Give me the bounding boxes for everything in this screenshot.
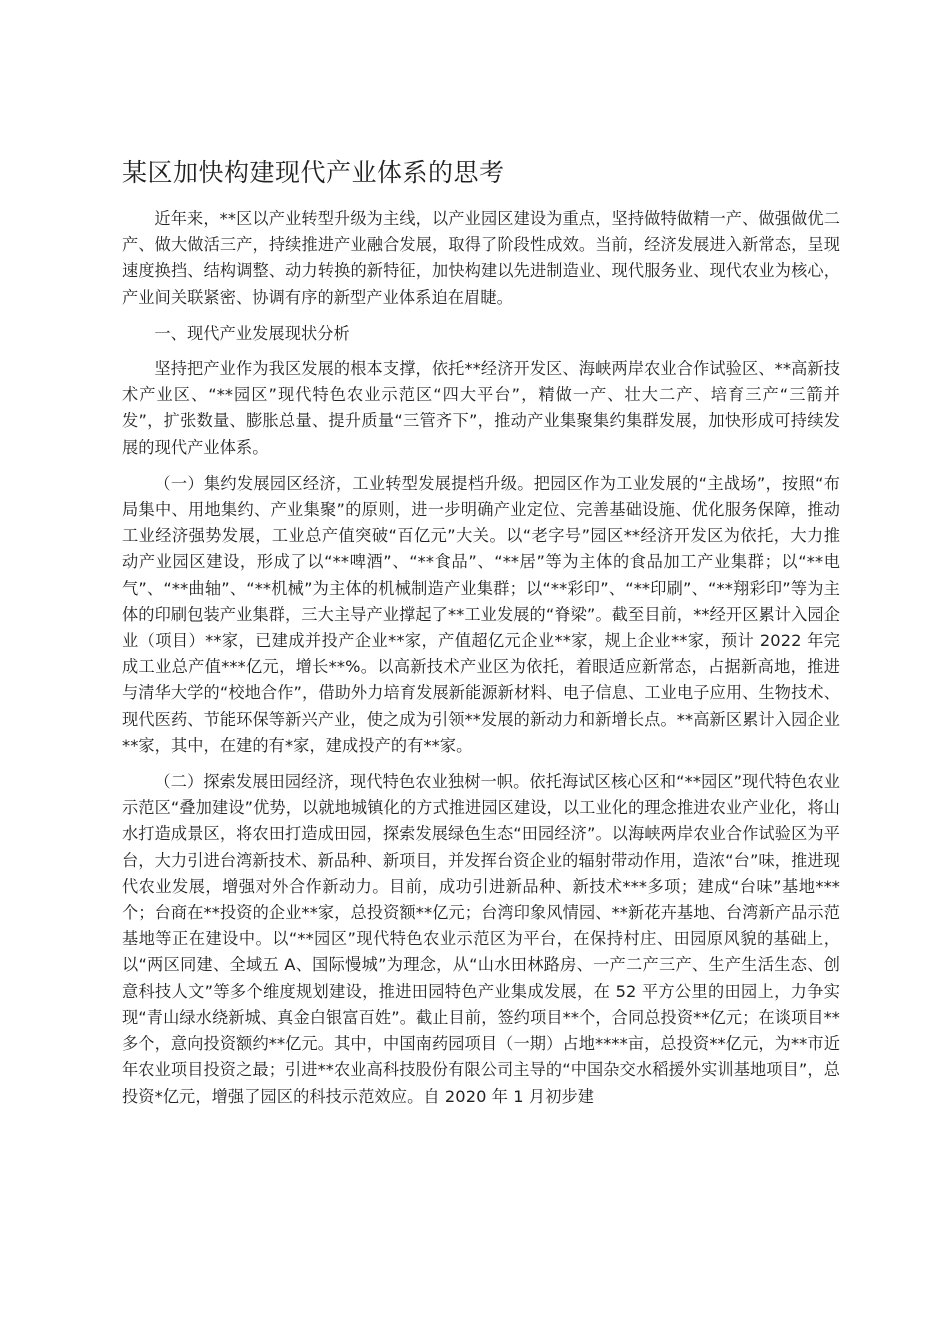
overview-paragraph: 坚持把产业作为我区发展的根本支撑，依托**经济开发区、海峡两岸农业合作试验区、**高新技术产业区、“**园区”现代特色农业示范区“四大平台”，精做一产、壮大二产、培育三产“三箭并发”，扩张数量、膨胀总量、提升质量“三管齐下”，推动产业集聚集约集群发展，加快形成可持续发展的现代产业体系。 — [122, 359, 840, 457]
section-heading: 一、现代产业发展现状分析 — [154, 323, 350, 343]
document-title: 某区加快构建现代产业体系的思考 — [122, 158, 505, 187]
document-body — [122, 206, 840, 1120]
industrial-park-paragraph: （一）集约发展园区经济，工业转型发展提档升级。把园区作为工业发展的“主战场”，按照“布局集中、用地集约、产业集聚”的原则，进一步明确产业定位、完善基础设施、优化服务保障，推动工业经济强势发展，工业总产值突破“百亿元”大关。以“老字号”园区**经济开发区为依托，大力推动产业园区建设，形成了以“**啤酒”、“**食品”、“**居”等为主体的食品加工产业集群；以“**电气”、“**曲轴”、“**机械”为主体的机械制造产业集群；以“**彩印”、“**印刷”、“**翔彩印”等为主体的印刷包装产业集群，三大主导产业撑起了**工业发展的“脊梁”。截至目前，**经开区累计入园企业（项目）**家，已建成并投产企业**家，产值超亿元企业**家，规上企业**家，预计 2022 年完成工业总产值***亿元，增长**%。以高新技术产业区为依托，着眼适应新常态，占据新高地，推进与清华大学的“校地合作”，借助外力培育发展新能源新材料、电子信息、工业电子应用、生物技术、现代医药、节能环保等新兴产业，使之成为引领**发展的新动力和新增长点。**高新区累计入园企业**家，其中，在建的有*家，建成投产的有**家。 — [122, 473, 840, 755]
intro-paragraph: 近年来，**区以产业转型升级为主线，以产业园区建设为重点，坚持做特做精一产、做强做优二产、做大做活三产，持续推进产业融合发展，取得了阶段性成效。当前，经济发展进入新常态，呈现速度换挡、结构调整、动力转换的新特征，加快构建以先进制造业、现代服务业、现代农业为核心，产业间关联紧密、协调有序的新型产业体系迫在眉睫。 — [122, 209, 840, 307]
agriculture-paragraph: （二）探索发展田园经济，现代特色农业独树一帜。依托海试区核心区和“**园区”现代特色农业示范区“叠加建设”优势，以就地城镇化的方式推进园区建设，以工业化的理念推进农业产业化，将山水打造成景区，将农田打造成田园，探索发展绿色生态“田园经济”。以海峡两岸农业合作试验区为平台，大力引进台湾新技术、新品种、新项目，并发挥台资企业的辐射带动作用，造浓“台”味，推进现代农业发展，增强对外合作新动力。目前，成功引进新品种、新技术***多项；建成“台味”基地***个；台商在**投资的企业**家，总投资额**亿元；台湾印象风情园、**新花卉基地、台湾新产品示范基地等正在建设中。以“**园区”现代特色农业示范区为平台，在保持村庄、田园原风貌的基础上，以“两区同建、全域五 A、国际慢城”为理念，从“山水田林路房、一产二产三产、生产生活生态、创意科技人文”等多个维度规划建设，推进田园特色产业集成发展，在 52 平方公里的田园上，力争实现“青山绿水绕新城、真金白银富百姓”。截止目前，签约项目**个，合同总投资**亿元；在谈项目**多个，意向投资额约**亿元。其中，中国南药园项目（一期）占地****亩，总投资**亿元，为**市近年农业项目投资之最；引进**农业高科技股份有限公司主导的“中国杂交水稻援外实训基地项目”，总投资*亿元，增强了园区的科技示范效应。自 2020 年 1 月初步建 — [122, 772, 840, 1106]
